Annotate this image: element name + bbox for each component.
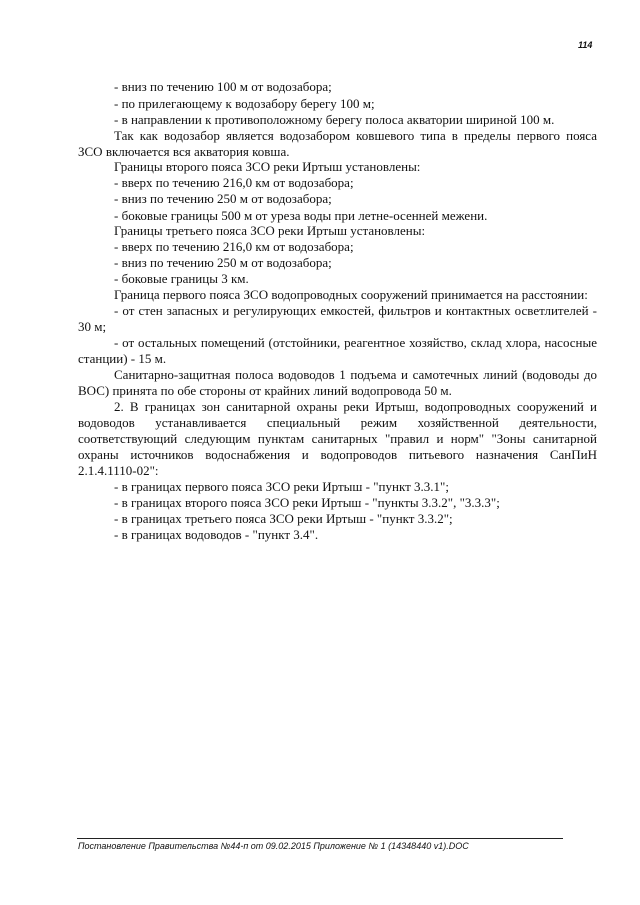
text-line: - боковые границы 3 км.	[114, 271, 249, 286]
text-line: водоводов устанавливается специальный режим хозяйственной деятельности,	[78, 415, 597, 430]
text-line: - боковые границы 500 м от уреза воды при летне-осенней межени.	[114, 208, 488, 223]
text-line: станции) - 15 м.	[78, 351, 167, 366]
text-line: - вниз по течению 250 м от водозабора;	[114, 255, 332, 270]
text-line: ЗСО включается вся акватория ковша.	[78, 144, 290, 159]
text-line: Санитарно-защитная полоса водоводов 1 подъема и самотечных линий (водоводы до	[114, 367, 597, 382]
text-line: - в направлении к противоположному берегу полоса акватории шириной 100 м.	[114, 112, 555, 127]
text-line: - вверх по течению 216,0 км от водозабора;	[114, 175, 354, 190]
text-line: - вниз по течению 100 м от водозабора;	[114, 79, 332, 94]
text-line: - вверх по течению 216,0 км от водозабора;	[114, 239, 354, 254]
text-line: ВОС) принята по обе стороны от крайних линий водопровода 50 м.	[78, 383, 452, 398]
footer-divider	[77, 838, 563, 839]
text-line: Границы второго пояса ЗСО реки Иртыш установлены:	[114, 159, 421, 174]
text-line: 30 м;	[78, 319, 107, 334]
text-line: - в границах третьего пояса ЗСО реки Иртыш - "пункт 3.3.2";	[114, 511, 453, 526]
text-line: охраны источников водоснабжения и водопроводов питьевого назначения СанПиН	[78, 447, 597, 462]
text-line: - от стен запасных и регулирующих емкостей, фильтров и контактных осветлителей -	[114, 303, 597, 318]
text-line: 2.1.4.1110-02":	[78, 463, 159, 478]
text-line: - в границах первого пояса ЗСО реки Иртыш - "пункт 3.3.1";	[114, 479, 449, 494]
text-line: соответствующий следующим пунктам санитарных "правил и норм" "Зоны санитарной	[78, 431, 597, 446]
text-line: Граница первого пояса ЗСО водопроводных сооружений принимается на расстоянии:	[114, 287, 588, 302]
text-line: Границы третьего пояса ЗСО реки Иртыш установлены:	[114, 223, 426, 238]
text-line: - в границах второго пояса ЗСО реки Иртыш - "пункты 3.3.2", "3.3.3";	[114, 495, 500, 510]
text-line: - по прилегающему к водозабору берегу 100 м;	[114, 96, 375, 111]
page-number: 114	[578, 40, 593, 50]
text-line: 2. В границах зон санитарной охраны реки Иртыш, водопроводных сооружений и	[114, 399, 597, 414]
text-line: Так как водозабор является водозабором ковшевого типа в пределы первого пояса	[114, 128, 597, 143]
text-line: - в границах водоводов - "пункт 3.4".	[114, 527, 319, 542]
text-line: - вниз по течению 250 м от водозабора;	[114, 191, 332, 206]
text-line: - от остальных помещений (отстойники, реагентное хозяйство, склад хлора, насосные	[114, 335, 597, 350]
footer-document-reference: Постановление Правительства №44-п от 09.02.2015 Приложение № 1 (14348440 v1).DOC	[78, 841, 469, 851]
